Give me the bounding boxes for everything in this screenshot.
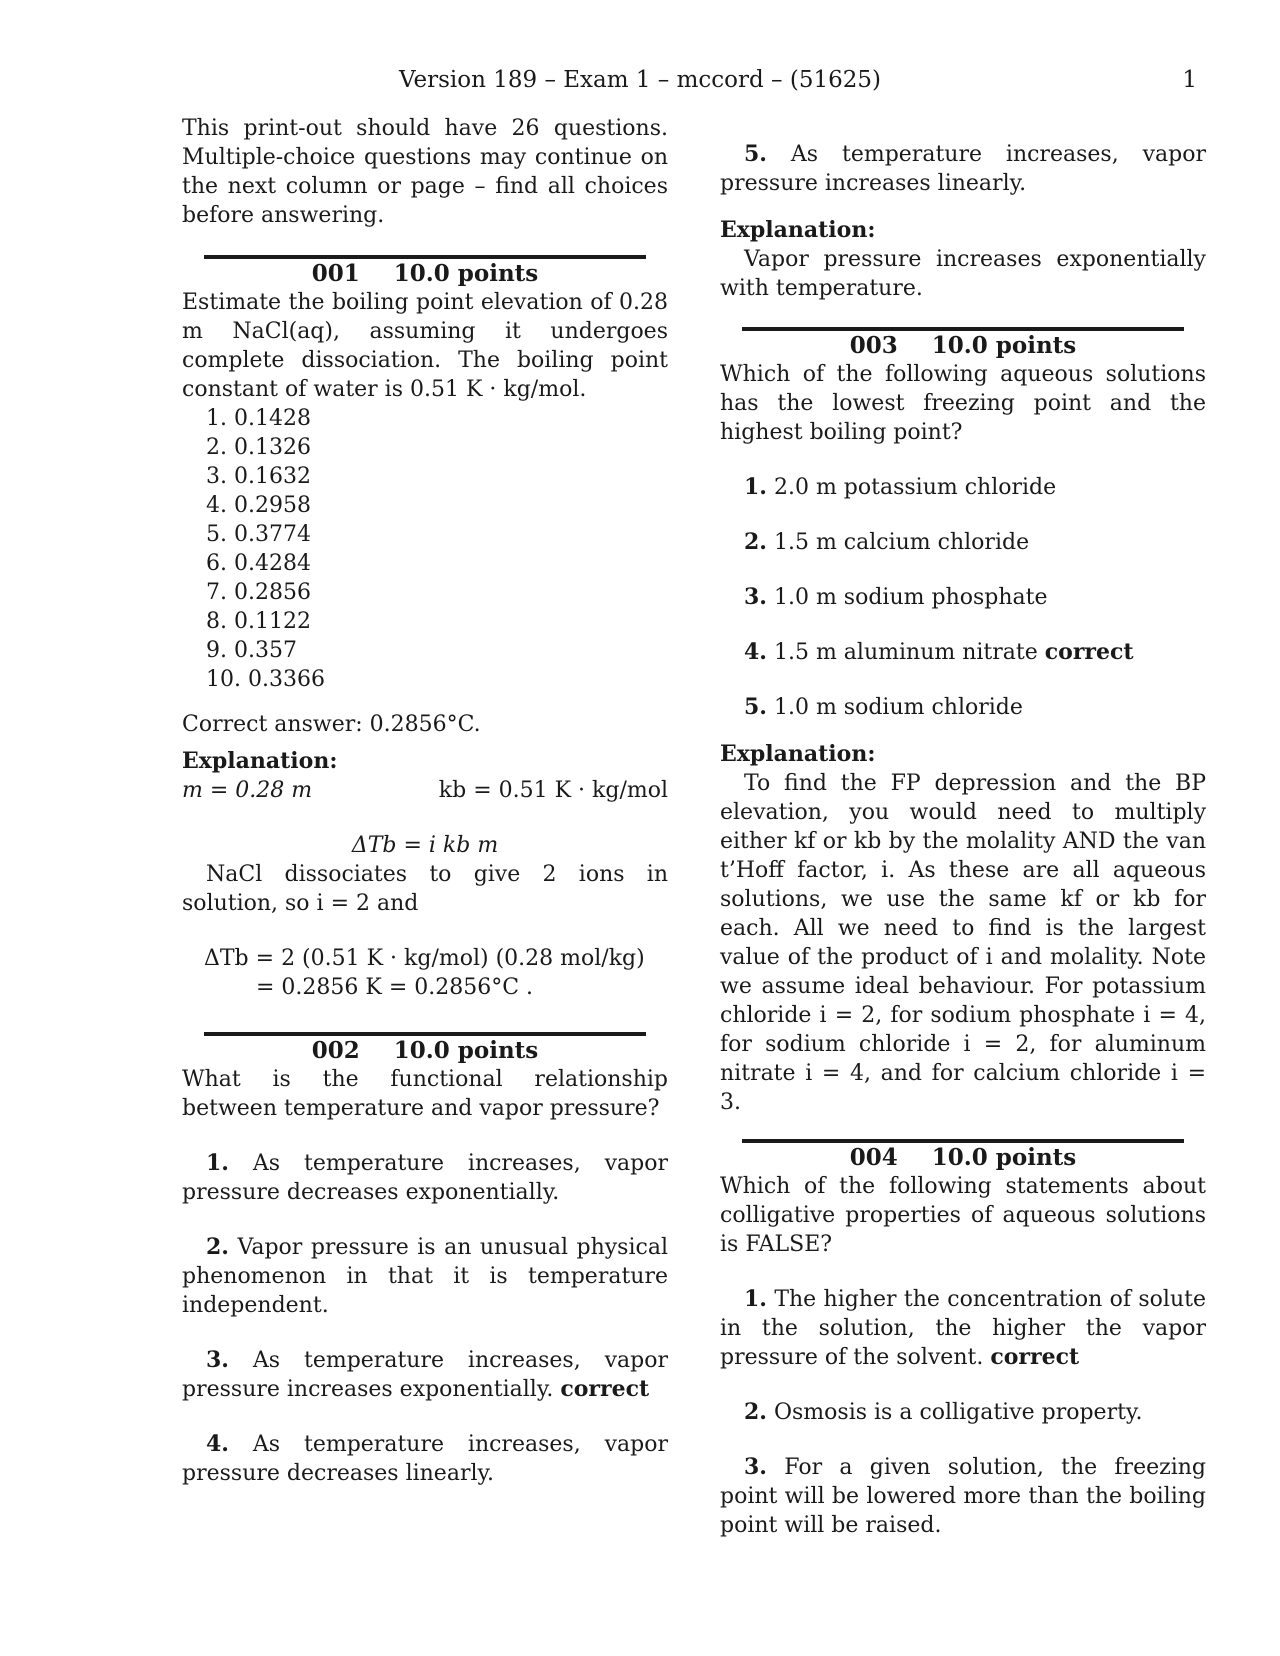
given-values <box>182 776 668 805</box>
choice-item[interactable] <box>720 1285 1206 1372</box>
question-number: 004 <box>849 1144 898 1171</box>
choice-text: As temperature increases, vapor pressure decreases linearly. <box>182 1432 668 1486</box>
explanation-label: Explanation: <box>720 741 876 767</box>
choice-item[interactable]: 1. 0.1428 <box>206 406 311 431</box>
question-prompt-001: Estimate the boiling point elevation of 0.28 m NaCl(aq), assuming it undergoes complete dissociation. The boiling point constant of water is 0.51 K · kg/mol. <box>182 290 668 402</box>
question-points: 10.0 points <box>393 260 539 287</box>
choice-item[interactable]: 8. 0.1122 <box>206 609 311 634</box>
calculation <box>182 944 668 1002</box>
choice-item[interactable] <box>720 528 1206 557</box>
choice-number: 5. <box>744 141 767 167</box>
correct-tag: correct <box>1044 639 1134 665</box>
choice-text: 1.0 m sodium phosphate <box>773 585 1048 610</box>
choice-item[interactable]: 5. 0.3774 <box>206 522 311 547</box>
question-header-001 <box>182 259 668 288</box>
question-prompt-004: Which of the following statements about colligative properties of aqueous solutions is FALSE? <box>720 1174 1206 1257</box>
choice-text: As temperature increases, vapor pressure decreases exponentially. <box>182 1151 668 1205</box>
given-molality: m = 0.28 m <box>182 778 313 803</box>
choice-item[interactable]: 10. 0.3366 <box>206 667 325 692</box>
choice-item[interactable] <box>720 583 1206 612</box>
correct-tag: correct <box>560 1376 650 1402</box>
choice-text: 1.0 m sodium chloride <box>773 695 1023 720</box>
correct-answer: Correct answer: 0.2856°C. <box>182 712 481 737</box>
question-prompt-003: Which of the following aqueous solutions has the lowest freezing point and the highest boiling point? <box>720 362 1206 445</box>
question-number: 003 <box>849 332 898 359</box>
page-number: 1 <box>1182 67 1197 93</box>
choice-number: 5. <box>744 694 767 720</box>
question-header-002 <box>182 1036 668 1065</box>
choice-text: As temperature increases, vapor pressure increases exponentially. <box>182 1348 668 1402</box>
choice-number: 1. <box>206 1150 229 1176</box>
question-points: 10.0 points <box>931 332 1077 359</box>
choice-text: As temperature increases, vapor pressure increases linearly. <box>720 142 1206 196</box>
choice-item[interactable] <box>720 638 1206 667</box>
choice-item[interactable]: 3. 0.1632 <box>206 464 311 489</box>
choice-item[interactable] <box>720 140 1206 198</box>
choice-item[interactable]: 4. 0.2958 <box>206 493 311 518</box>
question-prompt-002: What is the functional relationship between temperature and vapor pressure? <box>182 1067 668 1121</box>
explanation-text-002: Vapor pressure increases exponentially with temperature. <box>720 247 1206 301</box>
choice-number: 2. <box>744 1399 767 1425</box>
choice-number: 3. <box>206 1347 229 1373</box>
choice-item[interactable] <box>720 473 1206 502</box>
intro-text: This print-out should have 26 questions. Multiple-choice questions may continue on the next column or page – find all choices before answering. <box>182 116 668 228</box>
choice-number: 4. <box>206 1431 229 1457</box>
left-column <box>182 114 668 1488</box>
choice-item[interactable] <box>182 1346 668 1404</box>
choice-item[interactable] <box>182 1233 668 1320</box>
right-column <box>720 114 1206 1540</box>
choice-item[interactable] <box>720 1453 1206 1540</box>
choice-item[interactable] <box>720 1398 1206 1427</box>
explanation-label: Explanation: <box>720 217 876 243</box>
page-header <box>0 66 1280 98</box>
question-points: 10.0 points <box>931 1144 1077 1171</box>
correct-tag: correct <box>990 1344 1080 1370</box>
calc-line-2: = 0.2856 K = 0.2856°C . <box>256 975 534 1000</box>
choice-number: 3. <box>744 1454 767 1480</box>
choice-item[interactable]: 7. 0.2856 <box>206 580 311 605</box>
choice-number: 1. <box>744 474 767 500</box>
choice-number: 2. <box>206 1234 229 1260</box>
choice-text: 1.5 m aluminum nitrate <box>773 640 1038 665</box>
given-kb: kb = 0.51 K · kg/mol <box>438 778 668 803</box>
choice-text: 1.5 m calcium chloride <box>773 530 1030 555</box>
calc-line-1: ΔTb = 2 (0.51 K · kg/mol) (0.28 mol/kg) <box>204 946 645 971</box>
choice-number: 4. <box>744 639 767 665</box>
explanation-label: Explanation: <box>182 748 338 774</box>
question-points: 10.0 points <box>393 1037 539 1064</box>
choice-item[interactable]: 2. 0.1326 <box>206 435 311 460</box>
question-number: 001 <box>311 260 360 287</box>
question-header-003 <box>720 331 1206 360</box>
choice-number: 2. <box>744 529 767 555</box>
explanation-text-003: To find the FP depression and the BP elevation, you would need to multiply either kf or kb by the molality AND the van t’Hoff factor, i. As these are all aqueous solutions, we use the same kf or kb for each. All we need to find is the largest value of the product of i and molality. Note we assume ideal behaviour. For potassium chloride i = 2, for sodium phosphate i = 4, for sodium chloride i = 2, for aluminum nitrate i = 4, and for calcium chloride i = 3. <box>720 771 1206 1115</box>
choice-item[interactable] <box>720 693 1206 722</box>
choice-text: For a given solution, the freezing point will be lowered more than the boiling point will be raised. <box>720 1455 1206 1538</box>
choice-item[interactable]: 9. 0.357 <box>206 638 297 663</box>
choice-text: Vapor pressure is an unusual physical phenomenon in that it is temperature independent. <box>182 1235 668 1318</box>
choice-item[interactable]: 6. 0.4284 <box>206 551 311 576</box>
formula: ΔTb = i kb m <box>351 833 499 858</box>
header-title: Version 189 – Exam 1 – mccord – (51625) <box>399 67 881 93</box>
choice-number: 3. <box>744 584 767 610</box>
choice-item[interactable] <box>182 1149 668 1207</box>
choice-item[interactable] <box>182 1430 668 1488</box>
choice-text: Osmosis is a colligative property. <box>773 1400 1143 1425</box>
choice-text: 2.0 m potassium chloride <box>773 475 1057 500</box>
choice-text: The higher the concentration of solute in the solution, the higher the vapor pressure of the solvent. <box>720 1287 1206 1370</box>
dissociation-text: NaCl dissociates to give 2 ions in solution, so i = 2 and <box>182 862 668 916</box>
choice-number: 1. <box>744 1286 767 1312</box>
choices-list-001 <box>182 404 668 694</box>
question-number: 002 <box>311 1037 360 1064</box>
question-header-004 <box>720 1143 1206 1172</box>
